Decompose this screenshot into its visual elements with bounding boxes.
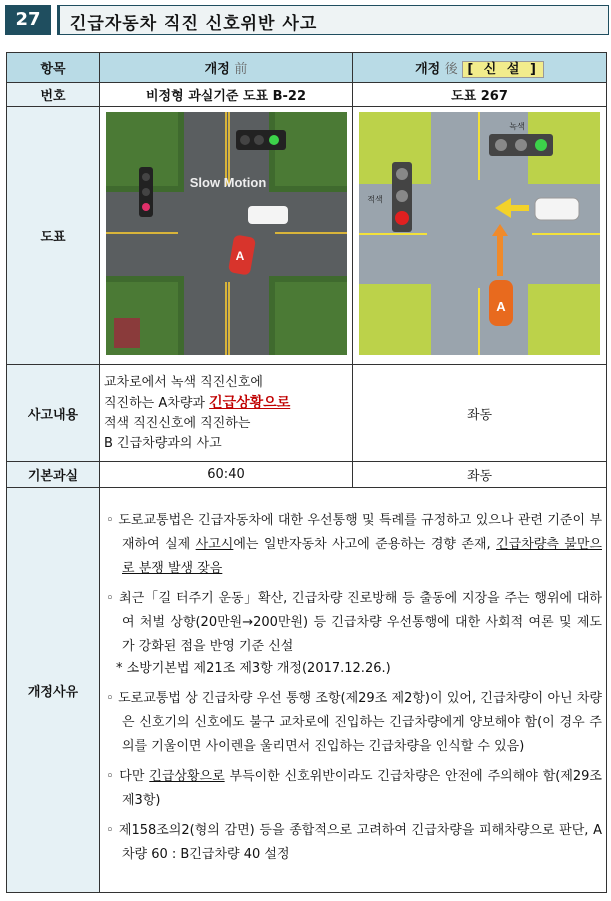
- before-content: [100, 365, 353, 462]
- before-car-label: A: [235, 249, 244, 263]
- header-item: 항목: [7, 53, 100, 83]
- new-badge: [ 신 설 ]: [462, 61, 544, 78]
- label-reason: 개정사유: [7, 488, 100, 893]
- after-car-label: A: [496, 299, 506, 314]
- before-content-line-1: 교차로에서 녹색 직진신호에: [104, 374, 263, 390]
- emergency-highlight: 긴급상황으로: [209, 394, 291, 411]
- section-header: [5, 5, 606, 37]
- section-title-box: [57, 5, 609, 35]
- green-signal-label: 녹색: [509, 122, 525, 131]
- red-signal-label: 적색: [367, 195, 383, 204]
- reason-paragraph-3: ◦ 도로교통법 상 긴급차량 우선 통행 조항(제29조 제2항)이 있어, 긴급차량이 아닌 차량은 신호기의 신호에도 불구 교차로에 진입하는 긴급차량에게 양보해야 함(이 경우 주의를 기울이면 사이렌을 울리면서 진입하는 긴급차량을 인식할 수 있음): [106, 691, 602, 754]
- header-after: [353, 53, 607, 83]
- label-content: 사고내용: [7, 365, 100, 462]
- reason-cell: [100, 488, 607, 893]
- comparison-table: [6, 52, 607, 893]
- header-before-main: 개정: [204, 62, 230, 77]
- before-basic-fault: 60:40: [100, 462, 353, 488]
- header-before-suffix: 前: [234, 62, 248, 77]
- label-basic-fault: 기본과실: [7, 462, 100, 488]
- section-title: 긴급자동차 직진 신호위반 사고: [70, 14, 318, 34]
- header-after-suffix: 後: [444, 62, 458, 77]
- after-number: 도표 267: [353, 83, 607, 107]
- reason-paragraph-5: ◦ 제158조의2(형의 감면) 등을 종합적으로 고려하여 긴급차량을 피해차량으로 판단, A차량 60 : B긴급차량 40 설정: [106, 823, 602, 862]
- reason-paragraph-4: ◦ 다만 긴급상황으로 부득이한 신호위반이라도 긴급차량은 안전에 주의해야 함(제29조 제3항): [106, 769, 602, 808]
- reason-paragraph-1: ◦ 도로교통법은 긴급자동차에 대한 우선통행 및 특례를 규정하고 있으나 관련 기준이 부재하여 실제 사고시에는 일반자동차 사고에 준용하는 경향 존재, 긴급차량측 불만으로 분쟁 발생 잦음: [106, 513, 602, 576]
- after-content: 좌동: [353, 365, 607, 462]
- header-after-main: 개정: [415, 62, 441, 77]
- before-diagram-cell: [100, 107, 353, 365]
- after-basic-fault: 좌동: [353, 462, 607, 488]
- label-diagram: 도표: [7, 107, 100, 365]
- before-intersection-diagram: [106, 112, 347, 355]
- section-number: 27: [5, 5, 51, 35]
- slow-motion-caption: Slow Motion: [189, 175, 266, 190]
- reason-note: * 소방기본법 제21조 제3항 개정(2017.12.26.): [116, 661, 391, 676]
- label-number: 번호: [7, 83, 100, 107]
- before-content-line-2: 직진하는 A차량과 긴급상황으로: [104, 394, 291, 411]
- reason-paragraph-2: ◦ 최근「길 터주기 운동」확산, 긴급차량 진로방해 등 출동에 지장을 주는 행위에 대하여 처벌 상향(20만원→200만원) 등 긴급차량 우선통행에 대한 사회적 여론 및 제도가 강화된 점을 반영 기준 신설: [106, 591, 602, 654]
- after-intersection-diagram: [359, 112, 600, 355]
- before-content-line-3: 적색 직진신호에 직진하는: [104, 415, 251, 431]
- header-before: [100, 53, 353, 83]
- before-number: 비정형 과실기준 도표 B-22: [100, 83, 353, 107]
- after-diagram-cell: [353, 107, 607, 365]
- before-content-line-4: B 긴급차량과의 사고: [104, 435, 222, 451]
